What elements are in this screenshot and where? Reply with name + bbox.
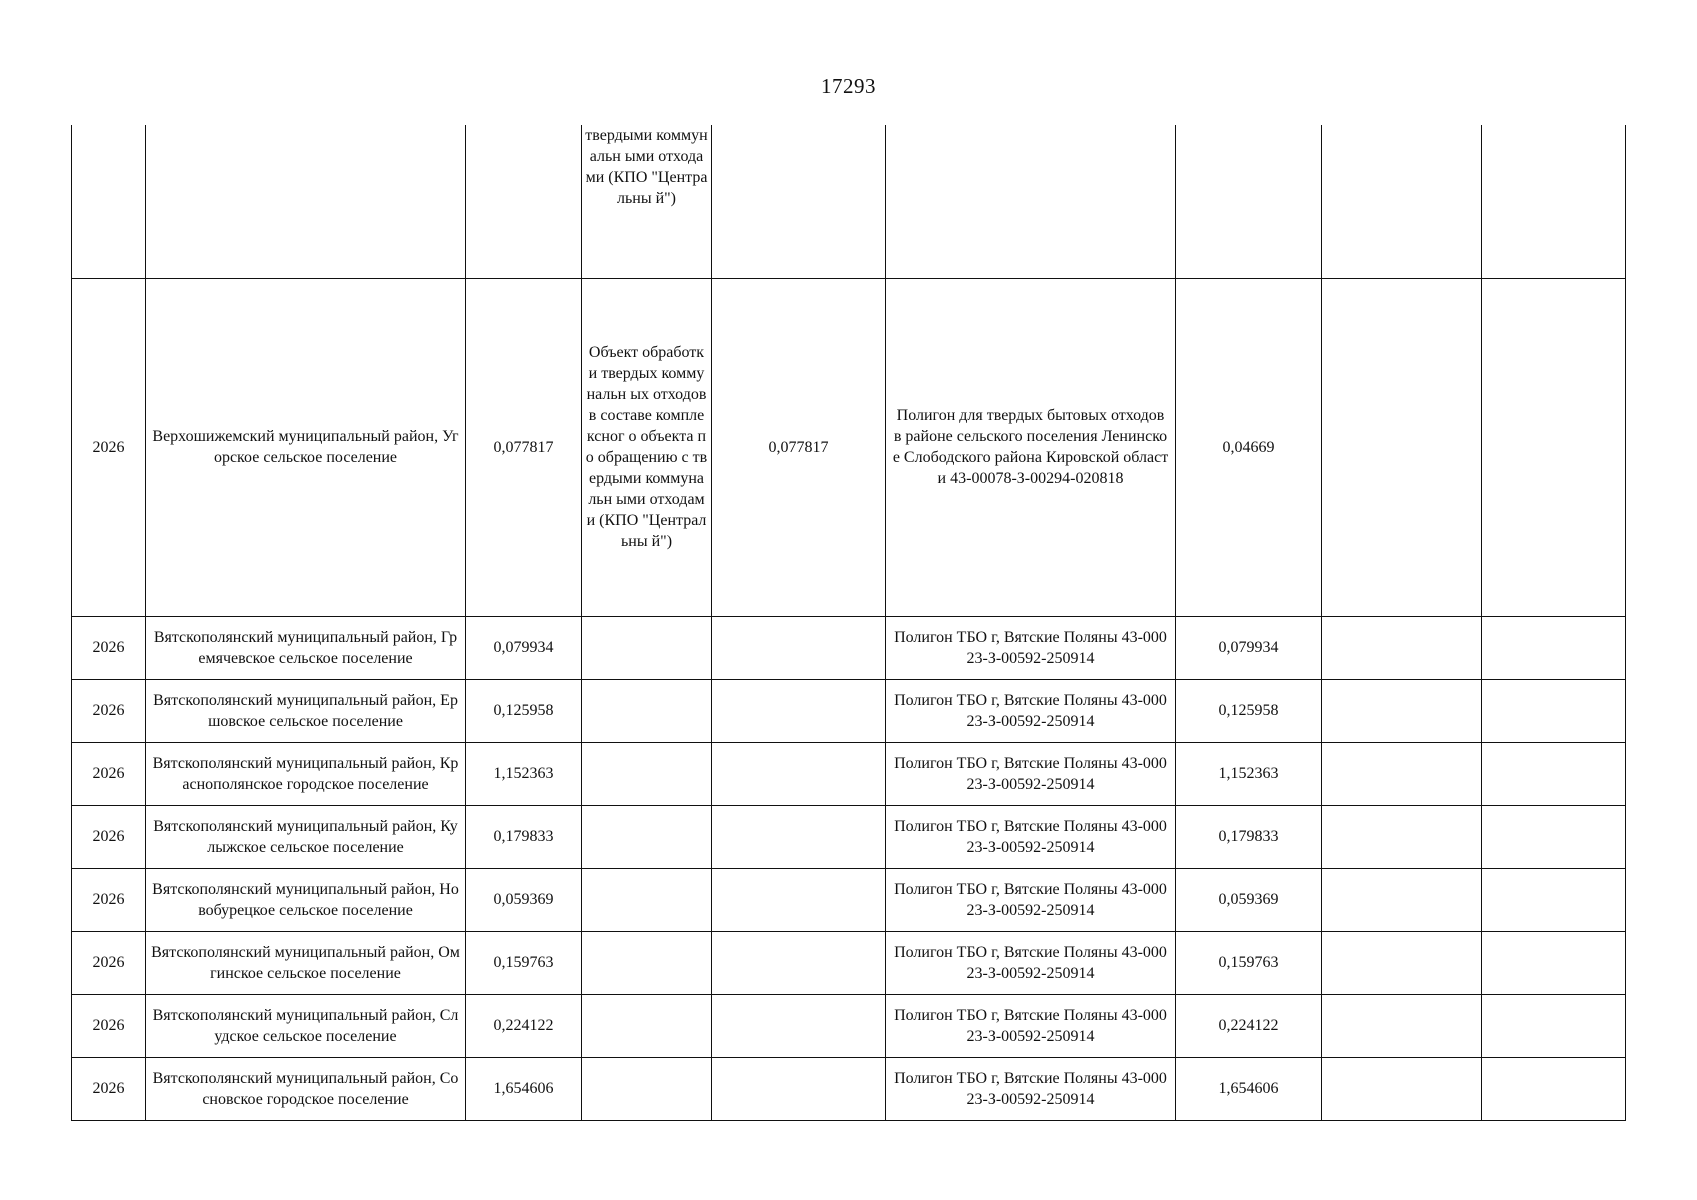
facility-cell <box>582 868 712 931</box>
territory-cell: Вятскополянский муниципальный район, Сосновское городское поселение <box>146 1057 466 1120</box>
extra-cell-1 <box>1322 994 1482 1057</box>
extra-cell-2 <box>1482 805 1626 868</box>
table-row <box>72 931 1626 994</box>
extra-cell-1 <box>1322 931 1482 994</box>
disposal-volume-cell: 0,179833 <box>1176 805 1322 868</box>
disposal-volume-cell <box>1176 125 1322 278</box>
table-row <box>72 616 1626 679</box>
table-row <box>72 805 1626 868</box>
page-number: 17293 <box>821 74 876 98</box>
extra-cell-2 <box>1482 1057 1626 1120</box>
territory-cell: Вятскополянский муниципальный район, Ершовское сельское поселение <box>146 679 466 742</box>
disposal-cell: Полигон ТБО г, Вятские Поляны 43-00023-З-00592-250914 <box>886 742 1176 805</box>
volume-cell: 0,077817 <box>466 278 582 616</box>
extra-cell-2 <box>1482 868 1626 931</box>
volume-cell: 1,654606 <box>466 1057 582 1120</box>
volume-cell: 0,179833 <box>466 805 582 868</box>
table-row <box>72 679 1626 742</box>
disposal-cell: Полигон ТБО г, Вятские Поляны 43-00023-З-00592-250914 <box>886 1057 1176 1120</box>
disposal-volume-cell: 0,159763 <box>1176 931 1322 994</box>
volume-cell: 0,159763 <box>466 931 582 994</box>
facility-volume-cell <box>712 125 886 278</box>
extra-cell-2 <box>1482 931 1626 994</box>
year-cell: 2026 <box>72 679 146 742</box>
extra-cell-1 <box>1322 805 1482 868</box>
disposal-volume-cell: 1,152363 <box>1176 742 1322 805</box>
facility-cell <box>582 994 712 1057</box>
volume-cell: 0,059369 <box>466 868 582 931</box>
year-cell: 2026 <box>72 278 146 616</box>
disposal-cell: Полигон ТБО г, Вятские Поляны 43-00023-З-00592-250914 <box>886 805 1176 868</box>
volume-cell: 1,152363 <box>466 742 582 805</box>
year-cell: 2026 <box>72 742 146 805</box>
extra-cell-2 <box>1482 278 1626 616</box>
facility-volume-cell <box>712 868 886 931</box>
extra-cell-1 <box>1322 679 1482 742</box>
disposal-cell <box>886 125 1176 278</box>
volume-cell: 0,079934 <box>466 616 582 679</box>
facility-volume-cell <box>712 742 886 805</box>
extra-cell-2 <box>1482 742 1626 805</box>
disposal-volume-cell: 0,125958 <box>1176 679 1322 742</box>
extra-cell-2 <box>1482 125 1626 278</box>
volume-cell: 0,125958 <box>466 679 582 742</box>
year-cell: 2026 <box>72 994 146 1057</box>
disposal-cell: Полигон для твердых бытовых отходов в районе сельского поселения Ленинское Слободского района Кировской области 43-00078-З-00294-020818 <box>886 278 1176 616</box>
facility-cell <box>582 805 712 868</box>
disposal-volume-cell: 0,224122 <box>1176 994 1322 1057</box>
facility-cell: твердыми коммунальн ыми отходами (КПО "Центральны й") <box>582 125 712 278</box>
disposal-cell: Полигон ТБО г, Вятские Поляны 43-00023-З-00592-250914 <box>886 931 1176 994</box>
year-cell: 2026 <box>72 868 146 931</box>
disposal-cell: Полигон ТБО г, Вятские Поляны 43-00023-З-00592-250914 <box>886 994 1176 1057</box>
extra-cell-1 <box>1322 868 1482 931</box>
disposal-volume-cell: 0,059369 <box>1176 868 1322 931</box>
table-row <box>72 1057 1626 1120</box>
territory-cell: Вятскополянский муниципальный район, Кулыжское сельское поселение <box>146 805 466 868</box>
facility-volume-cell <box>712 679 886 742</box>
facility-volume-cell <box>712 1057 886 1120</box>
facility-volume-cell <box>712 994 886 1057</box>
table-row <box>72 125 1626 278</box>
facility-volume-cell <box>712 931 886 994</box>
table-row <box>72 868 1626 931</box>
year-cell: 2026 <box>72 805 146 868</box>
year-cell: 2026 <box>72 1057 146 1120</box>
disposal-cell: Полигон ТБО г, Вятские Поляны 43-00023-З-00592-250914 <box>886 868 1176 931</box>
disposal-volume-cell: 0,079934 <box>1176 616 1322 679</box>
extra-cell-2 <box>1482 994 1626 1057</box>
extra-cell-2 <box>1482 679 1626 742</box>
territory-cell: Верхошижемский муниципальный район, Угорское сельское поселение <box>146 278 466 616</box>
facility-cell <box>582 679 712 742</box>
year-cell: 2026 <box>72 931 146 994</box>
extra-cell-1 <box>1322 278 1482 616</box>
extra-cell-1 <box>1322 616 1482 679</box>
facility-volume-cell: 0,077817 <box>712 278 886 616</box>
facility-cell <box>582 742 712 805</box>
waste-flow-table <box>71 125 1626 1121</box>
territory-cell: Вятскополянский муниципальный район, Краснополянское городское поселение <box>146 742 466 805</box>
territory-cell: Вятскополянский муниципальный район, Омгинское сельское поселение <box>146 931 466 994</box>
extra-cell-2 <box>1482 616 1626 679</box>
year-cell <box>72 125 146 278</box>
table-row <box>72 994 1626 1057</box>
facility-cell <box>582 931 712 994</box>
facility-volume-cell <box>712 805 886 868</box>
extra-cell-1 <box>1322 125 1482 278</box>
territory-cell: Вятскополянский муниципальный район, Слудское сельское поселение <box>146 994 466 1057</box>
territory-cell: Вятскополянский муниципальный район, Гремячевское сельское поселение <box>146 616 466 679</box>
disposal-cell: Полигон ТБО г, Вятские Поляны 43-00023-З-00592-250914 <box>886 679 1176 742</box>
territory-cell <box>146 125 466 278</box>
volume-cell: 0,224122 <box>466 994 582 1057</box>
volume-cell <box>466 125 582 278</box>
year-cell: 2026 <box>72 616 146 679</box>
extra-cell-1 <box>1322 1057 1482 1120</box>
extra-cell-1 <box>1322 742 1482 805</box>
disposal-cell: Полигон ТБО г, Вятские Поляны 43-00023-З-00592-250914 <box>886 616 1176 679</box>
facility-cell <box>582 1057 712 1120</box>
table-row <box>72 742 1626 805</box>
table-row <box>72 278 1626 616</box>
facility-cell: Объект обработки твердых коммунальн ых отходов в составе комплексног о объекта по обращению с твердыми коммунальн ыми отходами (КПО "Центральны й") <box>582 278 712 616</box>
territory-cell: Вятскополянский муниципальный район, Новобурецкое сельское поселение <box>146 868 466 931</box>
facility-volume-cell <box>712 616 886 679</box>
disposal-volume-cell: 0,04669 <box>1176 278 1322 616</box>
disposal-volume-cell: 1,654606 <box>1176 1057 1322 1120</box>
facility-cell <box>582 616 712 679</box>
